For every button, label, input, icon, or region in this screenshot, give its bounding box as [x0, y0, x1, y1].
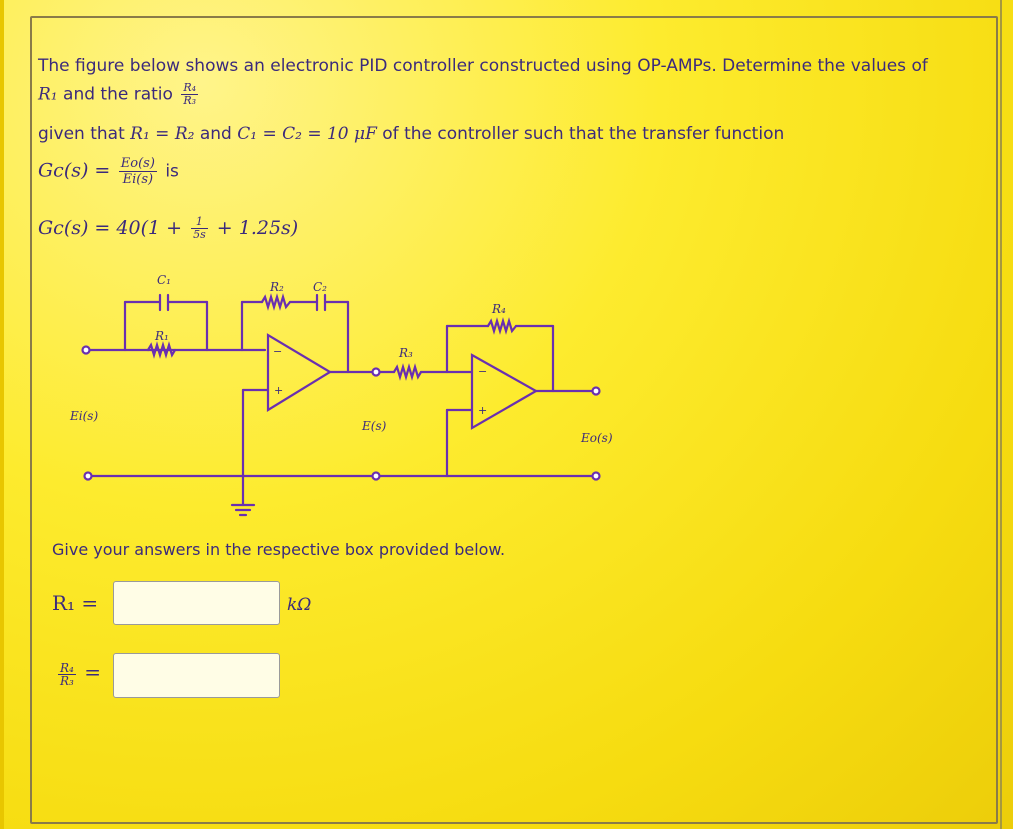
ratio-answer-eq: =: [84, 660, 102, 684]
tf-lhs: Gc(s) = 40(1 +: [38, 217, 183, 239]
rest-text: of the controller such that the transfer function: [382, 124, 785, 144]
node-e: [373, 369, 380, 376]
tf-numerator: Eo(s): [120, 156, 155, 171]
tf-denominator: Ei(s): [122, 172, 154, 187]
ratio-answer-input[interactable]: [113, 653, 280, 698]
label-r2: R₂: [270, 280, 284, 294]
ratio-answer-fraction: [58, 662, 76, 687]
output-terminal-top: [593, 388, 600, 395]
label-c2: C₂: [313, 280, 327, 294]
input-terminal-top: [83, 347, 90, 354]
node-e-bottom: [373, 473, 380, 480]
label-r3: R₃: [399, 346, 413, 360]
tf-rhs: + 1.25s): [216, 217, 299, 239]
ratio-answer-label: [55, 660, 101, 687]
given-equation-1: R₁ = R₂: [130, 124, 195, 144]
opamp2-minus: −: [478, 365, 488, 378]
is-text: is: [165, 161, 179, 182]
opamp1-minus: −: [273, 345, 283, 358]
instructions-text: Give your answers in the respective box provided below.: [52, 540, 506, 559]
r1-symbol: R₁: [38, 84, 58, 105]
r1-answer-input[interactable]: [113, 581, 280, 625]
label-ei: Ei(s): [70, 409, 99, 423]
and-ratio-text: and the ratio: [63, 84, 173, 105]
ratio-numerator: R₄: [183, 81, 197, 94]
label-r1: R₁: [155, 329, 169, 343]
r1-answer-label: R₁ =: [52, 591, 99, 615]
ratio-answer-den: R₃: [60, 674, 74, 688]
given-that-text: given that: [38, 124, 125, 144]
label-eo: Eo(s): [581, 431, 613, 445]
opamp1-plus: +: [274, 384, 284, 397]
r3-resistor: [394, 367, 421, 377]
input-terminal-bottom: [85, 473, 92, 480]
label-c1: C₁: [157, 273, 171, 287]
tf-integral-den: 5s: [193, 228, 206, 241]
ratio-answer-num: R₄: [60, 661, 74, 675]
output-terminal-bottom: [593, 473, 600, 480]
opamp2-plus: +: [478, 404, 488, 417]
and-text: and: [199, 124, 232, 144]
ratio-denominator: R₃: [183, 94, 197, 107]
given-equation-2: C₁ = C₂ = 10 μF: [237, 124, 377, 144]
label-r4: R₄: [492, 302, 506, 316]
gc-symbol: Gc(s) =: [38, 159, 111, 182]
r4-resistor: [488, 321, 516, 331]
r2-resistor: [262, 297, 290, 307]
label-e: E(s): [362, 419, 387, 433]
question-line-1: The figure below shows an electronic PID controller constructed using OP-AMPs. Determine the values of: [38, 56, 928, 76]
tf-integral-num: 1: [191, 216, 208, 229]
r1-unit: kΩ: [287, 595, 312, 615]
r1-resistor: [148, 345, 175, 355]
